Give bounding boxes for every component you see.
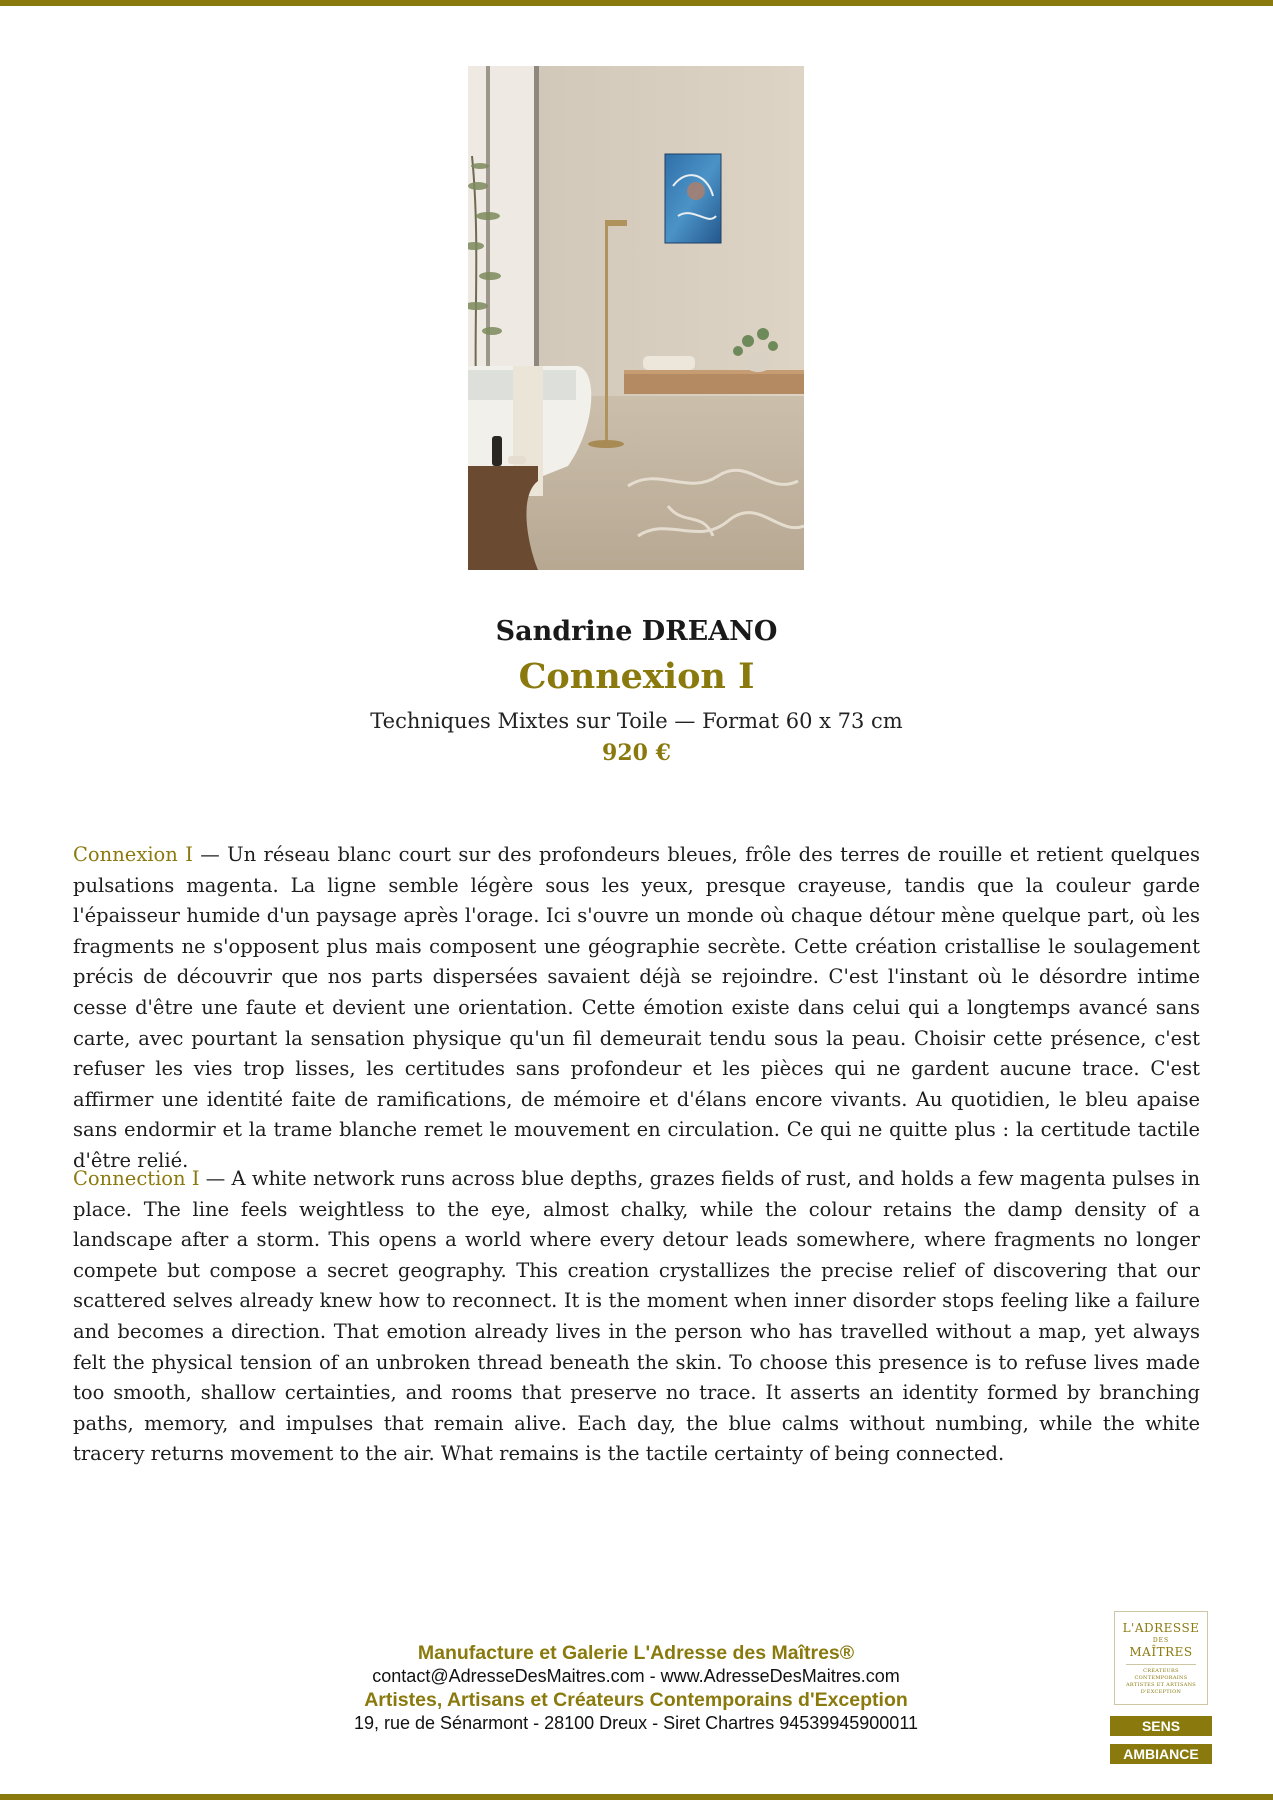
top-border <box>0 0 1273 6</box>
description-french-text: — Un réseau blanc court sur des profondeurs bleues, frôle des terres de rouille et retient quelques pulsations magenta. La ligne semble légère sous les yeux, presque crayeuse, tandis que la couleur garde l'épaisseur humide d'un paysage après l'orage. Ici s'ouvre un monde où chaque détour mène quelque part, où les fragments ne s'opposent plus mais composent une géographie secrète. Cette création cristallise le soulagement précis de découvrir que nos parts dispersées savaient déjà se rejoindre. C'est l'instant où le désordre intime cesse d'être une faute et devient une orientation. Cette émotion existe dans celui qui a longtemps avancé sans carte, avec pourtant la sensation physique qu'un fil demeurait tendu sous la peau. Choisir cette présence, c'est refuser les vies trop lisses, les certitudes sans profondeur et les pièces qui ne gardent aucune trace. C'est affirmer une identité faite de ramifications, de mémoire et d'élans encore vivants. Au quotidien, le bleu apaise sans endormir et la trame blanche remet le mouvement en circulation. Ce qui ne quitte plus : la certitude tactile d'être relié. <box>73 843 1200 1172</box>
artwork-technique: Techniques Mixtes sur Toile — Format 60 x 73 cm <box>370 709 903 733</box>
logo-divider <box>1126 1664 1196 1665</box>
logo-line-3: MAÎTRES <box>1129 1645 1193 1659</box>
description-french-lead: Connexion I <box>73 843 193 866</box>
bottom-border <box>0 1794 1273 1800</box>
description-english-text: — A white network runs across blue depths, grazes fields of rust, and holds a few magenta pulses in place. The line feels weightless to the eye, almost chalky, while the colour retains the damp density of a landscape after a storm. This opens a world where every detour leads somewhere, where fragments no longer compete but compose a secret geography. This creation crystallizes the precise relief of discovering that our scattered selves already knew how to reconnect. It is the moment when inner disorder stops feeling like a failure and becomes a direction. That emotion already lives in the person who has travelled without a map, yet always felt the physical tension of an unbroken thread beneath the skin. To choose this presence is to refuse lives made too smooth, shallow certainties, and rooms that preserve no trace. It asserts an identity formed by branching paths, memory, and impulses that remain alive. Each day, the blue calms without numbing, while the white tracery returns movement to the air. What remains is the tactile certainty of being connected. <box>73 1167 1201 1466</box>
tag-ambiance: AMBIANCE <box>1110 1744 1212 1764</box>
logo-line-1: L'ADRESSE <box>1122 1621 1200 1635</box>
description-french <box>73 840 1200 1177</box>
logo-line-4: CRÉATEURS CONTEMPORAINS ARTISTES ET ARTISANS D'EXCEPTION <box>1125 1668 1197 1695</box>
tag-sens: SENS <box>1110 1716 1212 1736</box>
artwork-title: Connexion I <box>518 656 755 697</box>
footer-tagline: Artistes, Artisans et Créateurs Contemporains d'Exception <box>364 1689 908 1711</box>
artist-name: Sandrine DREANO <box>495 616 778 647</box>
footer <box>236 1641 1036 1735</box>
footer-gallery-name: Manufacture et Galerie L'Adresse des Maîtres® <box>417 1642 855 1664</box>
artwork-photo <box>468 66 804 570</box>
footer-address: 19, rue de Sénarmont - 28100 Dreux - Siret Chartres 94539945900011 <box>353 1713 919 1733</box>
description-english-lead: Connection I <box>73 1167 200 1190</box>
description-english <box>73 1164 1200 1470</box>
artwork-price: 920 € <box>602 740 671 766</box>
gallery-logo <box>1114 1611 1208 1705</box>
artwork-header <box>0 612 1273 768</box>
logo-line-2: DES <box>1152 1637 1170 1644</box>
bathroom-scene-image <box>468 66 804 570</box>
footer-contact: contact@AdresseDesMaitres.com - www.AdresseDesMaitres.com <box>372 1666 900 1686</box>
